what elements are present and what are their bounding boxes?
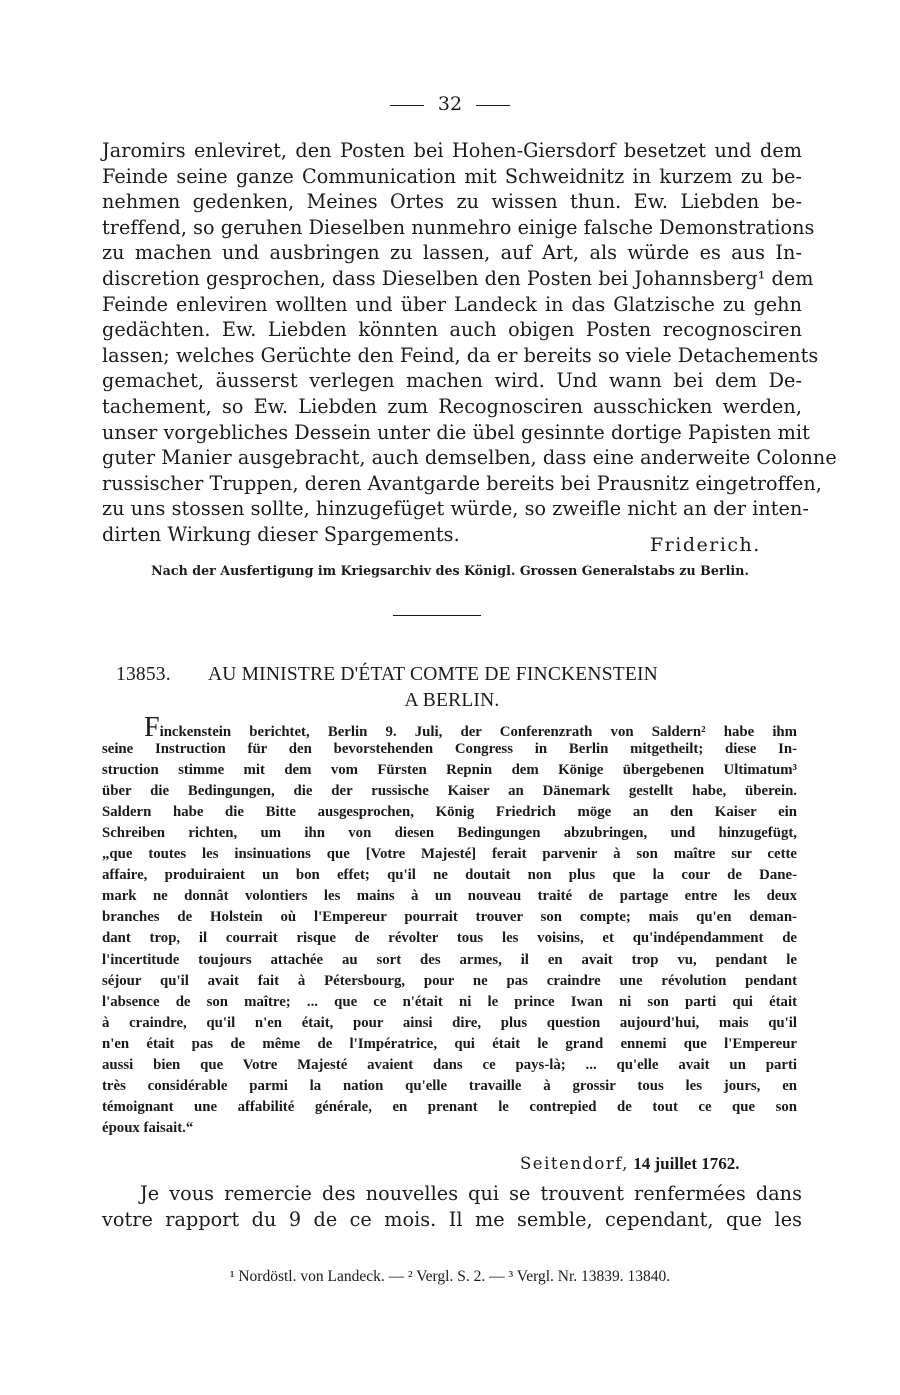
summary-line: à craindre, qu'il n'en était, pour ainsi dire, plus question aujourd'hui, mais qu'il xyxy=(102,1014,797,1031)
summary-line: seine Instruction für den bevorstehenden Congress in Berlin mitgetheilt; diese In- xyxy=(102,741,797,758)
summary-line: mark ne donnât volontiers les mains à un nouveau traité de partage entre les deux xyxy=(102,888,797,905)
drop-cap: F xyxy=(144,712,160,743)
summary-line: l'absence de son maître; ... que ce n'était ni le prince Iwan ni son parti qui était xyxy=(102,993,797,1010)
letter-text xyxy=(102,138,837,548)
report-summary xyxy=(102,712,797,1139)
letter-line: guter Manier ausgebracht, auch demselben, dass eine anderweite Colonne xyxy=(102,446,837,470)
summary-line: branches de Holstein où l'Empereur pourrait trouver son compte; mais qu'en deman- xyxy=(102,909,797,926)
source-note: Nach der Ausfertigung im Kriegsarchiv des Königl. Grossen Generalstabs zu Berlin. xyxy=(151,563,749,578)
heading-line-2: A BERLIN. xyxy=(404,690,500,711)
letter-line: Feinde enleviren wollten und über Landeck in das Glatzische zu gehn xyxy=(102,292,802,316)
summary-line: affaire, produiraient un bon effet; qu'il ne doutait non plus que la cour de Dane- xyxy=(102,867,797,884)
signature: Friderich. xyxy=(650,534,761,556)
page-header xyxy=(0,92,900,116)
letter-line: unser vorgebliches Dessein unter die übel gesinnte dortige Papisten mit xyxy=(102,420,810,444)
summary-line: n'en était pas de même de l'Impératrice, qui était le grand ennemi que l'Empereur xyxy=(102,1035,797,1052)
dateline xyxy=(520,1153,740,1175)
dateline-place: Seitendorf, xyxy=(520,1154,630,1173)
letter-line: nehmen gedenken, Meines Ortes zu wissen thun. Ew. Liebden be- xyxy=(102,190,802,214)
letter-line: treffend, so geruhen Dieselben nunmehro einige falsche Demonstrations xyxy=(102,215,815,239)
summary-line: dant trop, il courrait risque de révolter tous les voisins, et qu'indépendamment de xyxy=(102,930,797,947)
letter-line: lassen; welches Gerüchte den Feind, da er bereits so viele Detachements xyxy=(102,343,819,367)
summary-line: über die Bedingungen, die der russische Kaiser an Dänemark gestellt habe, überein. xyxy=(102,783,797,800)
summary-line: Saldern habe die Bitte ausgesprochen, König Friedrich möge an den Kaiser ein xyxy=(102,804,797,821)
letter-line: gemachet, äusserst verlegen machen wird. Und wann bei dem De- xyxy=(102,369,802,393)
summary-line: struction stimme mit dem vom Fürsten Repnin dem Könige übergebenen Ultimatum³ xyxy=(102,762,797,779)
summary-line: très considérable parmi la nation qu'elle travaille à grossir tous les jours, en xyxy=(102,1077,797,1094)
reply-line: votre rapport du 9 de ce mois. Il me semble, cependant, que les xyxy=(102,1207,802,1231)
reply-line: Je vous remercie des nouvelles qui se trouvent renfermées dans xyxy=(140,1182,802,1205)
summary-line: témoignant une affabilité générale, en prenant le contrepied de tout ce que son xyxy=(102,1098,797,1115)
dateline-date: 14 juillet 1762. xyxy=(633,1154,740,1173)
summary-line: aussi bien que Votre Majesté avaient dans ce pays-là; ... qu'elle avait un parti xyxy=(102,1056,797,1073)
summary-line: „que toutes les insinuations que [Votre Majesté] ferait parvenir à son maître sur cette xyxy=(102,846,797,863)
letter-line: Feinde seine ganze Communication mit Schweidnitz in kurzem zu be- xyxy=(102,164,802,188)
header-rule-right xyxy=(476,105,510,106)
reply-text xyxy=(102,1181,802,1232)
letter-line: Jaromirs enleviret, den Posten bei Hohen-Giersdorf besetzet und dem xyxy=(102,139,802,162)
summary-line: Schreiben richten, um ihn von diesen Bedingungen abzubringen, und hinzugefügt, xyxy=(102,825,797,842)
footnotes: ¹ Nordöstl. von Landeck. — ² Vergl. S. 2. — ³ Vergl. Nr. 13839. 13840. xyxy=(229,1268,671,1285)
letter-line: dirten Wirkung dieser Spargements. xyxy=(102,522,460,546)
letter-heading xyxy=(116,663,786,713)
summary-line: séjour qu'il avait fait à Pétersbourg, pour ne pas craindre une révolution pendant xyxy=(102,972,797,989)
summary-line-text: inckenstein berichtet, Berlin 9. Juli, der Conferenzrath von Saldern² habe ihm xyxy=(159,724,797,740)
letter-line: discretion gesprochen, dass Dieselben den Posten bei Johannsberg¹ dem xyxy=(102,266,814,290)
letter-number: 13853. xyxy=(116,664,171,685)
summary-line xyxy=(102,712,797,743)
heading-line-1: AU MINISTRE D'ÉTAT COMTE DE FINCKENSTEIN xyxy=(208,664,658,685)
summary-line: l'incertitude toujours attachée au sort des armes, il en avait trop vu, pendant le xyxy=(102,951,797,968)
page-number: 32 xyxy=(437,93,463,115)
section-separator xyxy=(393,615,481,616)
letter-line: zu uns stossen sollte, hinzugefüget würde, so zweifle nicht an der inten- xyxy=(102,497,809,521)
letter-line: gedächten. Ew. Liebden könnten auch obigen Posten recognosciren xyxy=(102,318,802,342)
summary-line: époux faisait.“ xyxy=(102,1119,194,1136)
letter-line: tachement, so Ew. Liebden zum Recognosciren ausschicken werden, xyxy=(102,394,802,418)
header-rule-left xyxy=(390,105,424,106)
letter-line: russischer Truppen, deren Avantgarde bereits bei Prausnitz eingetroffen, xyxy=(102,471,822,495)
letter-line: zu machen und ausbringen zu lassen, auf Art, als würde es aus In- xyxy=(102,241,802,265)
